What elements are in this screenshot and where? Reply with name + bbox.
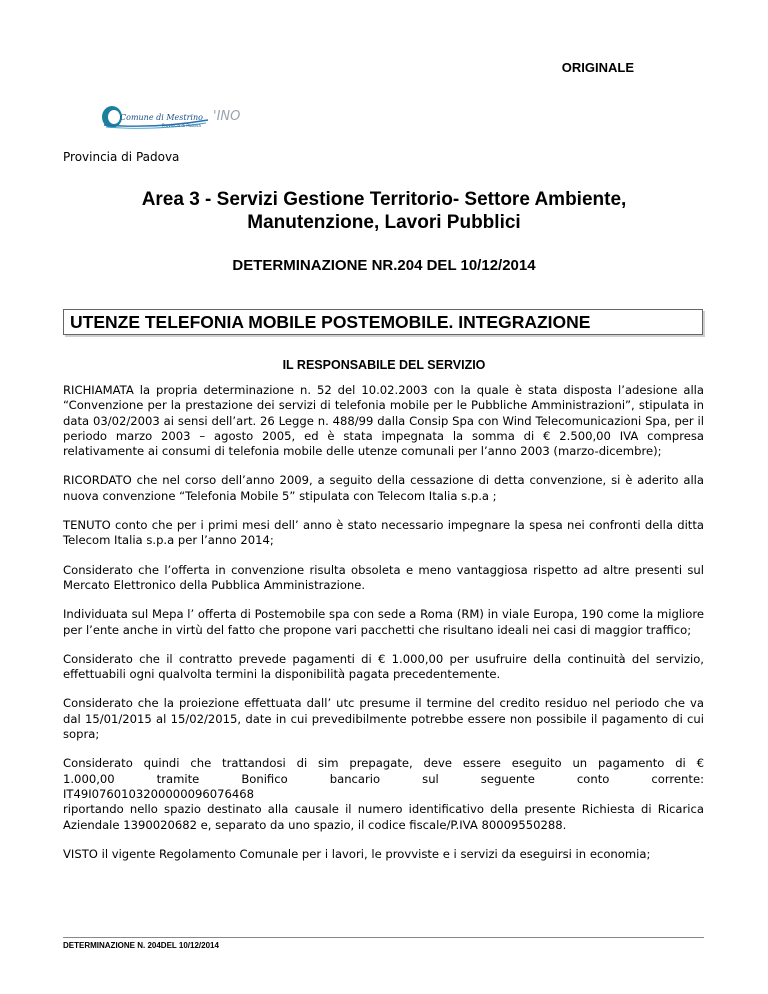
footer-divider: [63, 937, 704, 938]
section-heading: IL RESPONSABILE DEL SERVIZIO: [282, 358, 486, 372]
payment-rest: riportando nello spazio destinato alla causale il numero identificativo della presente Richiesta di Ricarica Aziendale 1390020682 e, separato da uno spazio, il codice fiscale/P.IVA 80009550288.: [63, 802, 704, 832]
paragraph: TENUTO conto che per i primi mesi dell’ anno è stato necessario impegnare la spesa nei confronti della ditta Telecom Italia s.p.a per l’anno 2014;: [63, 518, 704, 548]
area-title-line-2: Manutenzione, Lavori Pubblici: [247, 212, 521, 233]
province-label: Provincia di Padova: [63, 150, 180, 164]
paragraph: VISTO il vigente Regolamento Comunale per i lavori, le provviste e i servizi da eseguirsi in economia;: [63, 846, 651, 861]
logo-text: Comune di Mestrino: [120, 113, 203, 122]
municipality-logo: [100, 98, 210, 132]
subject-text: UTENZE TELEFONIA MOBILE POSTEMOBILE. INTEGRAZIONE: [70, 312, 591, 332]
payment-paragraph: [63, 756, 704, 832]
payment-line-1: Considerato quindi che trattandosi di sim prepagate, deve essere eseguito un pagamento di €: [63, 756, 704, 771]
iban-value: IT49I0760103200000096076468: [63, 786, 254, 801]
logo-tail-text: 'INO: [213, 109, 241, 124]
paragraph: RICHIAMATA la propria determinazione n. 52 del 10.02.2003 con la quale è stata disposta l’adesione alla “Convenzione per la prestazione dei servizi di telefonia mobile per le Pubbliche Amministrazioni”, stipulata in data 03/02/2003 ai sensi dell’art. 26 Legge n. 488/99 dalla Consip Spa con Wind Telecomunicazioni Spa, per il periodo marzo 2003 – agosto 2005, ed è stata impegnata la somma di € 2.500,00 IVA compresa relativamente ai consumi di telefonia mobile delle utenze comunali per l’anno 2003 (marzo-dicembre);: [63, 383, 704, 459]
subject-box: [63, 309, 703, 335]
area-title: [63, 188, 705, 234]
determination-title: DETERMINAZIONE NR.204 DEL 10/12/2014: [232, 257, 536, 274]
logo-subtext: Provincia di Padova: [162, 123, 201, 128]
footer-text: DETERMINAZIONE N. 204DEL 10/12/2014: [63, 941, 219, 950]
paragraph: Considerato che la proiezione effettuata dall’ utc presume il termine del credito residuo nel periodo che va dal 15/01/2015 al 15/02/2015, date in cui prevedibilmente potrebbe essere non possibile il pagamento di cui sopra;: [63, 696, 704, 742]
paragraph: Considerato che il contratto prevede pagamenti di € 1.000,00 per usufruire della continuità del servizio, effettuabili ogni qualvolta termini la disponibilità pagata precedentemente.: [63, 651, 704, 682]
document-body: [63, 383, 704, 876]
paragraph: Individuata sul Mepa l’ offerta di Postemobile spa con sede a Roma (RM) in viale Europa, 190 come la migliore per l’ente anche in virtù del fatto che propone vari pacchetti che risultano ideali nei casi di maggior traffico;: [63, 607, 704, 637]
status-label: ORIGINALE: [561, 60, 634, 75]
paragraph: RICORDATO che nel corso dell’anno 2009, a seguito della cessazione di detta convenzione, si è aderito alla nuova convenzione “Telefonia Mobile 5” stipulata con Telecom Italia s.p.a ;: [63, 473, 704, 503]
paragraph: Considerato che l’offerta in convenzione risulta obsoleta e meno vantaggiosa rispetto ad altre presenti sul Mercato Elettronico della Pubblica Amministrazione.: [63, 562, 704, 592]
payment-line-2: 1.000,00 tramite Bonifico bancario sul seguente conto corrente:: [63, 771, 704, 786]
area-title-line-1: Area 3 - Servizi Gestione Territorio- Settore Ambiente,: [141, 189, 627, 210]
